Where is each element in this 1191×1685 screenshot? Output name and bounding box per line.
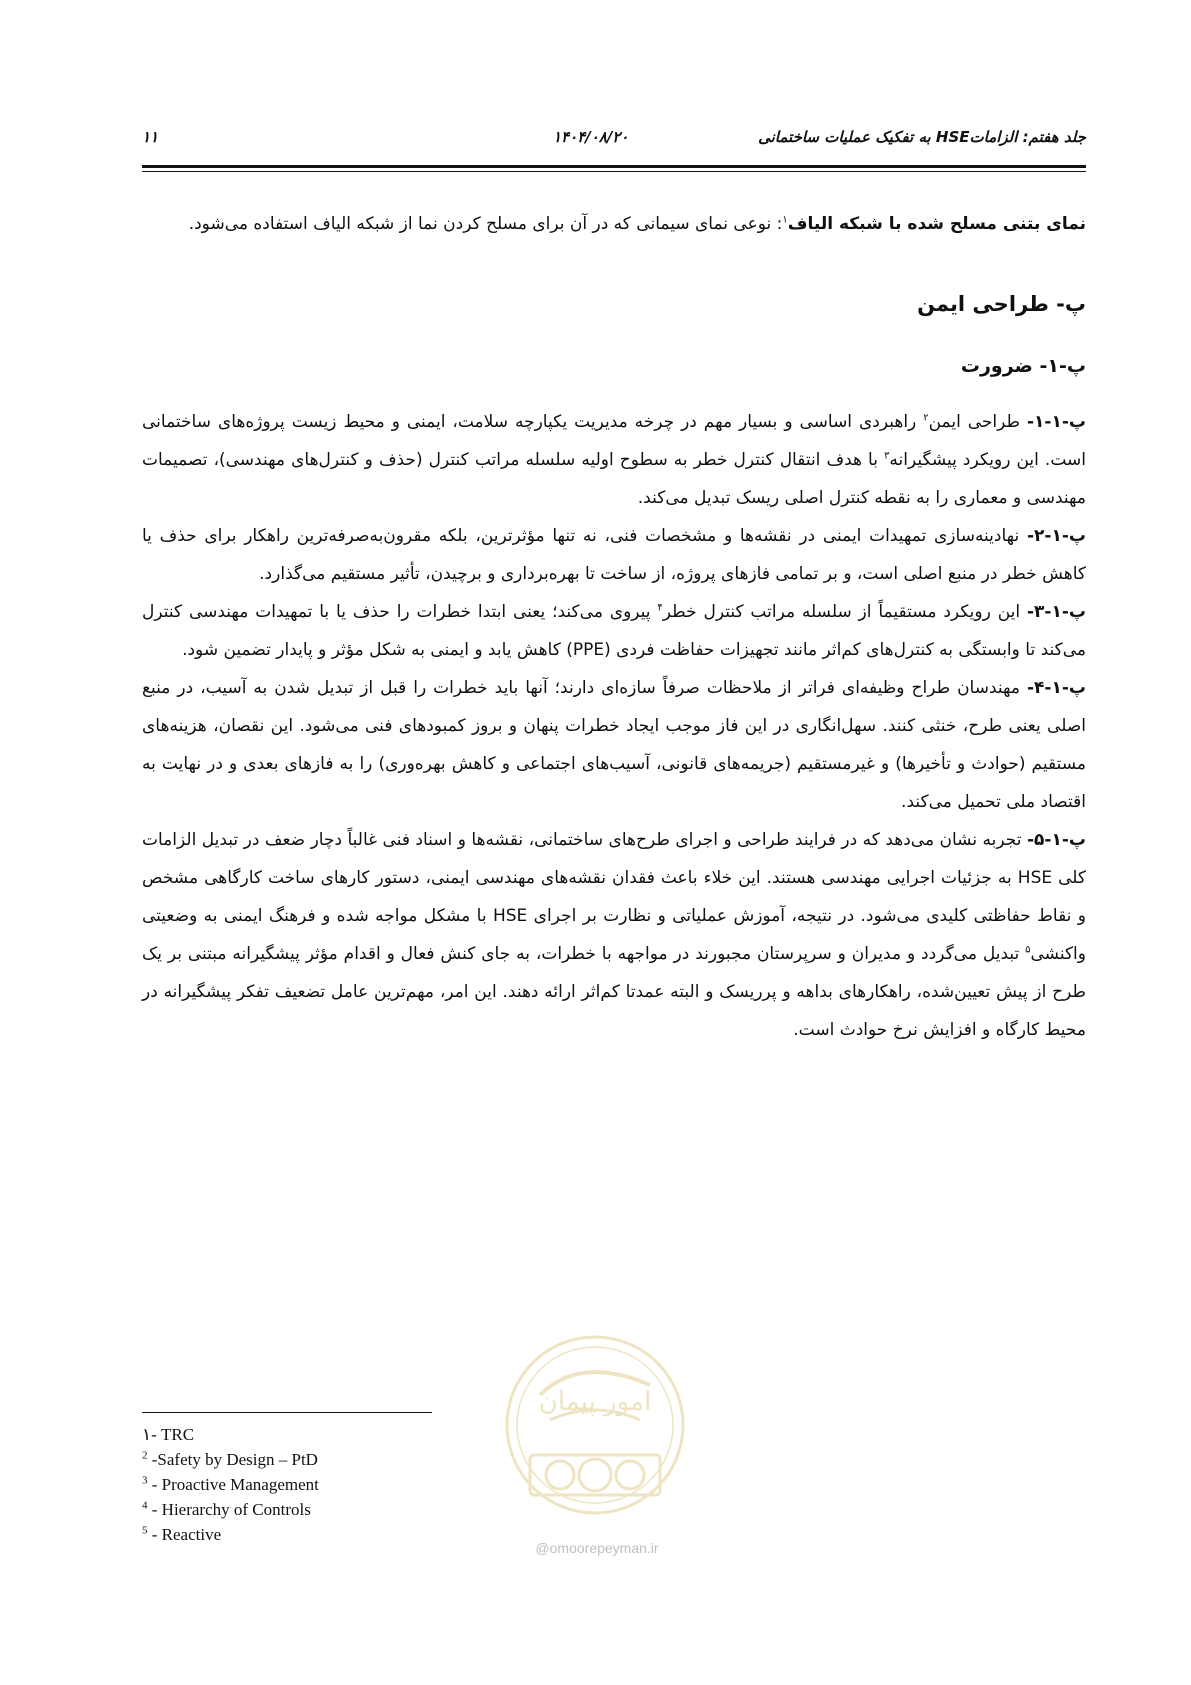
paragraph-number: پ-۱-۲- (1026, 526, 1086, 546)
definition-paragraph (142, 205, 1086, 243)
definition-text: : نوعی نمای سیمانی که در آن برای مسلح کردن نما از شبکه الیاف استفاده می‌شود. (188, 214, 783, 234)
paragraph-text: مهندسان طراح وظیفه‌ای فراتر از ملاحظات صرفاً سازه‌ای دارند؛ آنها باید خطرات را قبل از تبدیل شدن به آسیب، در منبع اصلی یعنی طرح، خنثی کنند. سهل‌انگاری در این فاز موجب ایجاد خطرات پنهان و بروز کمبودهای فنی می‌شود. این نقصان، هزینه‌های مستقیم (حوادث و تأخیرها) و غیرمستقیم (جریمه‌های قانونی، آسیب‌های اجتماعی و کاهش بهره‌وری) را به فازهای بعدی و در نهایت به اقتصاد ملی تحمیل می‌کند. (142, 678, 1086, 812)
paragraph-text: نهادینه‌سازی تمهیدات ایمنی در نقشه‌ها و مشخصات فنی، نه تنها مؤثرترین، بلکه مقرون‌به‌صرفه‌ترین راهکار برای حذف یا کاهش خطر در منبع اصلی است، و بر تمامی فازهای پروژه، از ساخت تا بهره‌برداری و برچیدن، تأثیر مستقیم می‌گذارد. (142, 526, 1086, 584)
watermark-url: @omoorepeyman.ir (535, 1540, 659, 1556)
paragraph-text: طراحی ایمن (928, 412, 1027, 432)
footnote-text: -Safety by Design – PtD (147, 1450, 318, 1469)
paragraph-text: تبدیل می‌گردد و مدیران و سرپرستان مجبورند در مواجهه با خطرات، به جای کنش فعال و اقدام مؤثر پیشگیرانه مبتنی بر یک طرح از پیش تعیین‌شده، راهکارهای بداهه و پرریسک و البته عمدتا کم‌اثر ارائه دهند. این امر، مهم‌ترین عامل تضعیف تفکر پیشگیرانه در محیط کارگاه و افزایش نرخ حوادث است. (142, 944, 1086, 1040)
footnote-ref-4[interactable]: ۴ (657, 602, 663, 614)
footnote-4 (142, 1497, 542, 1522)
footnote-ref-1[interactable]: ۱ (782, 214, 788, 226)
paragraph-number: پ-۱-۴- (1026, 678, 1086, 698)
section-heading: پ- طراحی ایمن (917, 292, 1086, 316)
footnote-1 (142, 1422, 542, 1447)
footnote-text: - Proactive Management (147, 1475, 319, 1494)
footnote-text: TRC (156, 1425, 195, 1444)
paragraph-number: پ-۱-۳- (1026, 602, 1086, 622)
paragraph-number: پ-۱-۵- (1026, 830, 1086, 850)
subsection-heading: پ-۱- ضرورت (960, 355, 1086, 377)
paragraph-1-1 (142, 403, 1086, 517)
paragraph-1-5 (142, 821, 1086, 1049)
footnote-3 (142, 1472, 542, 1497)
footnote-2 (142, 1447, 542, 1472)
footnote-text: - Reactive (147, 1525, 222, 1544)
footnote-ref-5[interactable]: ۵ (1025, 944, 1031, 956)
paragraph-text: تجربه نشان می‌دهد که در فرایند طراحی و اجرای طرح‌های ساختمانی، نقشه‌ها و اسناد فنی غالباً دچار ضعف در تبدیل الزامات کلی HSE به جزئیات اجرایی مهندسی هستند. این خلاء باعث فقدان نقشه‌های مهندسی ایمنی، دستور کارهای ساخت کارگاهی مشخص و نقاط حفاظتی کلیدی می‌شود. در نتیجه، آموزش عملیاتی و نظارت بر اجرای HSE با مشکل مواجه شده و فرهنگ ایمنی به وضعیتی واکنشی (142, 830, 1086, 964)
header-rule-thick (142, 165, 1086, 168)
footnote-mark: 5 (142, 1524, 148, 1537)
footnote-mark: 3 (142, 1474, 148, 1487)
footnote-ref-3[interactable]: ۳ (884, 450, 890, 462)
footnote-5 (142, 1522, 542, 1547)
paragraph-1-4 (142, 669, 1086, 821)
page-body (142, 205, 1086, 1049)
paragraph-1-2 (142, 517, 1086, 593)
paragraph-text: این رویکرد مستقیماً از سلسله مراتب کنترل خطر (662, 602, 1027, 622)
header-rule-thin (142, 171, 1086, 172)
defined-term: نمای بتنی مسلح شده با شبکه الیاف (787, 214, 1086, 234)
header-date: ۱۴۰۴/۰۸/۲۰ (553, 128, 629, 146)
footnote-rule (142, 1412, 432, 1413)
running-header (142, 128, 1086, 154)
footnote-mark: 2 (142, 1449, 148, 1462)
footnote-mark: 4 (142, 1499, 148, 1512)
paragraph-text: پیروی می‌کند؛ یعنی ابتدا خطرات را حذف یا با تمهیدات مهندسی کنترل می‌کند تا وابستگی به کنترل‌های کم‌اثر مانند تجهیزات حفاظت فردی (PPE) کاهش یابد و ایمنی به شکل مؤثر و پایدار تضمین شود. (142, 602, 1086, 660)
watermark-script: امور پیمان (538, 1387, 652, 1417)
page-number: ۱۱ (142, 128, 159, 146)
footnote-mark: ۱- (142, 1425, 157, 1444)
paragraph-text: راهبردی اساسی و بسیار مهم در چرخه مدیریت یکپارچه سلامت، ایمنی و محیط زیست پروژه‌های ساختمانی است. این رویکرد پیشگیرانه (142, 412, 1086, 470)
footnotes (142, 1422, 542, 1547)
paragraph-1-3 (142, 593, 1086, 669)
footnote-ref-2[interactable]: ۲ (923, 412, 929, 424)
paragraph-number: پ-۱-۱- (1026, 412, 1087, 432)
header-title: جلد هفتم: الزاماتHSE به تفکیک عملیات ساختمانی (758, 128, 1086, 146)
paragraph-text: با هدف انتقال کنترل خطر به سطوح اولیه سلسله مراتب کنترل (حذف و کنترل‌های مهندسی)، تصمیمات مهندسی و معماری را به نقطه کنترل اصلی ریسک تبدیل می‌کند. (142, 450, 1086, 508)
footnote-text: - Hierarchy of Controls (147, 1500, 311, 1519)
